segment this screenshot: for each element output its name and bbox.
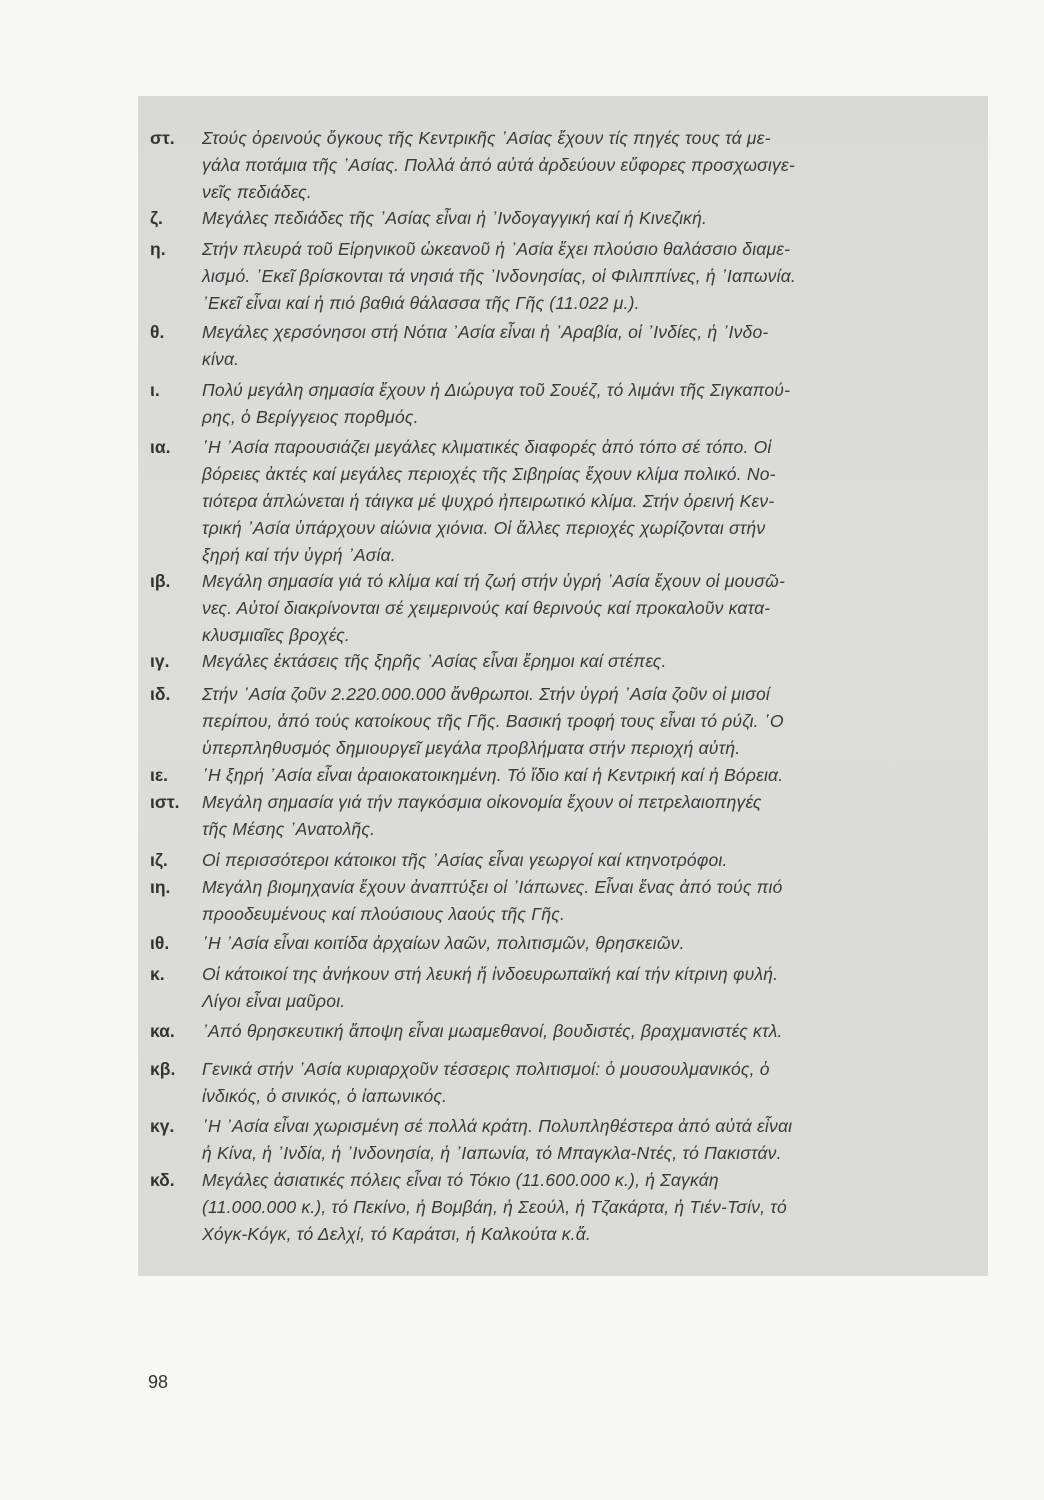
item-marker: ιβ.: [150, 571, 171, 591]
list-item: [150, 434, 962, 569]
list-item: [150, 1018, 962, 1045]
item-text: ῾Η ᾿Ασία εἶναι κοιτίδα ἀρχαίων λαῶν, πολιτισμῶν, θρησκειῶν.: [202, 933, 685, 953]
item-text: Μεγάλη σημασία γιά τήν παγκόσμια οἰκονομία ἔχουν οἱ πετρελαιοπηγές τῆς Μέσης ᾿Ανατολῆς.: [202, 792, 762, 839]
list-item: [150, 930, 962, 957]
list-item: [150, 762, 962, 789]
item-marker: η.: [150, 239, 166, 259]
item-marker: κγ.: [150, 1116, 175, 1136]
item-text: ῾Η ᾿Ασία εἶναι χωρισμένη σέ πολλά κράτη. Πολυπληθέστερα ἀπό αὐτά εἶναι ἡ Κίνα, ἡ ᾿Ινδία, ἡ ᾿Ινδονησία, ἡ ᾿Ιαπωνία, τό Μπαγκλα-Ντές, τό Πακιστάν.: [202, 1116, 793, 1163]
list-item: [150, 874, 962, 928]
item-marker: ιγ.: [150, 651, 170, 671]
item-marker: ιθ.: [150, 933, 170, 953]
item-text: Οἱ περισσότεροι κάτοικοι τῆς ᾿Ασίας εἶναι γεωργοί καί κτηνοτρόφοι.: [202, 850, 728, 870]
item-marker: κδ.: [150, 1170, 175, 1190]
list-item: [150, 1113, 962, 1167]
item-marker: ιζ.: [150, 850, 168, 870]
item-text: Στήν πλευρά τοῦ Εἰρηνικοῦ ὠκεανοῦ ἡ ᾿Ασία ἔχει πλούσιο θαλάσσιο διαμε- λισμό. ᾿Εκεῖ βρίσκονται τά νησιά τῆς ᾿Ινδονησίας, οἱ Φιλιππίνες, ἡ ᾿Ιαπωνία. ᾿Εκεῖ εἶναι καί ἡ πιό βαθιά θάλασσα τῆς Γῆς (11.022 μ.).: [202, 239, 796, 313]
item-text: Μεγάλη βιομηχανία ἔχουν ἀναπτύξει οἱ ᾿Ιάπωνες. Εἶναι ἕνας ἀπό τούς πιό προοδευμένους καί πλούσιους λαούς τῆς Γῆς.: [202, 877, 783, 924]
item-text: Γενικά στήν ᾿Ασία κυριαρχοῦν τέσσερις πολιτισμοί: ὁ μουσουλμανικός, ὁ ἰνδικός, ὁ σινικός, ὁ ἰαπωνικός.: [202, 1059, 770, 1106]
list-item: [150, 1056, 962, 1110]
list-item: [150, 681, 962, 762]
list-item: [150, 789, 962, 843]
list-item: [150, 568, 962, 649]
item-text: Στήν ᾿Ασία ζοῦν 2.220.000.000 ἄνθρωποι. Στήν ὑγρή ᾿Ασία ζοῦν οἱ μισοί περίπου, ἀπό τούς κατοίκους τῆς Γῆς. Βασική τροφή τους εἶναι τό ρύζι. ῾Ο ὑπερπληθυσμός δημιουργεῖ μεγάλα προβλήματα στήν περιοχή αὐτή.: [202, 684, 784, 758]
list-item: [150, 236, 962, 317]
item-text: ῾Η ξηρή ᾿Ασία εἶναι ἀραιοκατοικημένη. Τό ἴδιο καί ἡ Κεντρική καί ἡ Βόρεια.: [202, 765, 784, 785]
item-marker: κβ.: [150, 1059, 176, 1079]
item-marker: κα.: [150, 1021, 175, 1041]
item-text: Πολύ μεγάλη σημασία ἔχουν ἡ Διώρυγα τοῦ Σουέζ, τό λιμάνι τῆς Σιγκαπού- ρης, ὁ Βερίγγειος πορθμός.: [202, 380, 791, 427]
item-marker: θ.: [150, 322, 165, 342]
list-item: [150, 648, 962, 675]
item-marker: στ.: [150, 128, 175, 148]
item-text: ᾿Από θρησκευτική ἄποψη εἶναι μωαμεθανοί, βουδιστές, βραχμανιστές κτλ.: [202, 1021, 783, 1041]
list-item: [150, 319, 962, 373]
item-marker: ι.: [150, 380, 160, 400]
item-marker: ζ.: [150, 208, 163, 228]
item-marker: ιδ.: [150, 684, 171, 704]
item-text: Στούς ὀρεινούς ὄγκους τῆς Κεντρικῆς ᾿Ασίας ἔχουν τίς πηγές τους τά με- γάλα ποτάμια τῆς ᾿Ασίας. Πολλά ἀπό αὐτά ἀρδεύουν εὔφορες προσχωσιγε- νεῖς πεδιάδες.: [202, 128, 795, 202]
item-marker: ιη.: [150, 877, 171, 897]
item-marker: κ.: [150, 964, 165, 984]
item-text: Μεγάλες χερσόνησοι στή Νότια ᾿Ασία εἶναι ἡ ᾿Αραβία, οἱ ᾿Ινδίες, ἡ ᾿Ινδο- κίνα.: [202, 322, 769, 369]
list-item: [150, 1167, 962, 1248]
list-item: [150, 125, 962, 206]
item-text: Μεγάλες ἀσιατικές πόλεις εἶναι τό Τόκιο (11.600.000 κ.), ἡ Σαγκάη (11.000.000 κ.), τό Πεκίνο, ἡ Βομβάη, ἡ Σεούλ, ἡ Τζακάρτα, ἡ Τιέν-Τσίν, τό Χόγκ-Κόγκ, τό Δελχί, τό Καράτσι, ἡ Καλκούτα κ.ἄ.: [202, 1170, 787, 1244]
page-number: 98: [148, 1372, 169, 1392]
item-marker: ια.: [150, 437, 171, 457]
item-text: Μεγάλη σημασία γιά τό κλίμα καί τή ζωή στήν ὑγρή ᾿Ασία ἔχουν οἱ μουσῶ- νες. Αὐτοί διακρίνονται σέ χειμερινούς καί θερινούς καί προκαλοῦν κατα- κλυσμιαῖες βροχές.: [202, 571, 785, 645]
item-text: ῾Η ᾿Ασία παρουσιάζει μεγάλες κλιματικές διαφορές ἀπό τόπο σέ τόπο. Οἱ βόρειες ἀκτές καί μεγάλες περιοχές τῆς Σιβηρίας ἔχουν κλίμα πολικό. Νο- τιότερα ἁπλώνεται ἡ τάιγκα μέ ψυχρό ἠπειρωτικό κλίμα. Στήν ὀρεινή Κεν- τρική ᾿Ασία ὑπάρχουν αἰώνια χιόνια. Οἱ ἄλλες περιοχές χωρίζονται στήν ξηρή καί τήν ὑγρή ᾿Ασία.: [202, 437, 776, 565]
item-text: Οἱ κάτοικοί της ἀνήκουν στή λευκή ἤ ἰνδοευρωπαϊκή καί τήν κίτρινη φυλή. Λίγοι εἶναι μαῦροι.: [202, 964, 779, 1011]
item-marker: ιε.: [150, 765, 169, 785]
list-item: [150, 377, 962, 431]
item-text: Μεγάλες ἐκτάσεις τῆς ξηρῆς ᾿Ασίας εἶναι ἔρημοι καί στέπες.: [202, 651, 667, 671]
item-text: Μεγάλες πεδιάδες τῆς ᾿Ασίας εἶναι ἡ ᾿Ινδογαγγική καί ἡ Κινεζική.: [202, 208, 708, 228]
item-marker: ιστ.: [150, 792, 180, 812]
list-item: [150, 961, 962, 1015]
list-item: [150, 205, 962, 232]
list-item: [150, 847, 962, 874]
